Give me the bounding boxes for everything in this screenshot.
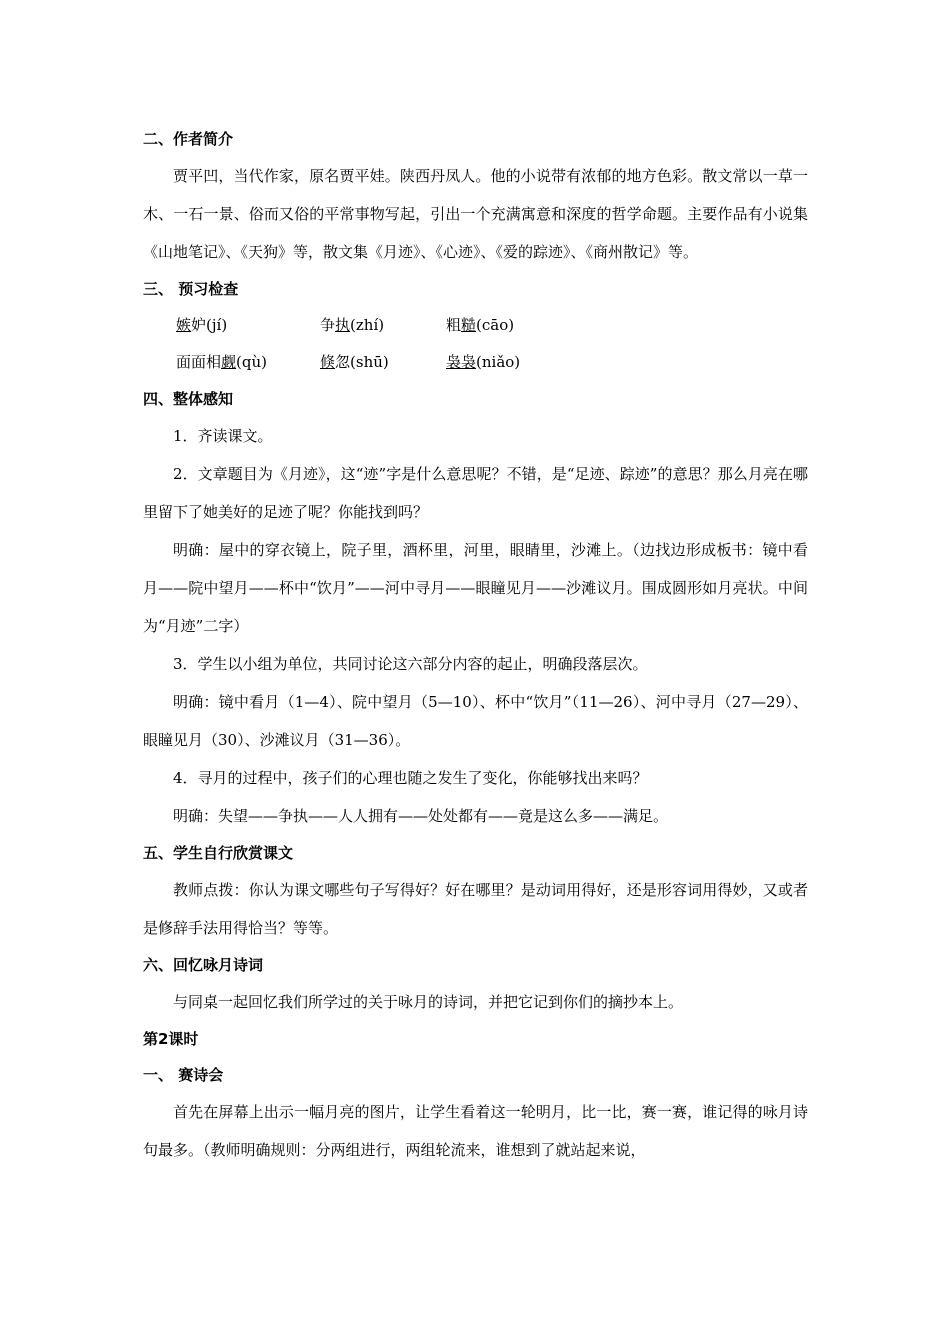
pinyin-item: 袅袅(niǎo) xyxy=(446,353,521,371)
perception-step-4: 4．寻月的过程中，孩子们的心理也随之发生了变化，你能够找出来吗？ xyxy=(173,769,648,787)
moon-poems-paragraph: 与同桌一起回忆我们所学过的关于咏月的诗词，并把它记到你们的摘抄本上。 xyxy=(173,993,684,1011)
heading-self-appreciation: 五、学生自行欣赏课文 xyxy=(143,844,294,862)
heading-preview-check: 三、 预习检查 xyxy=(143,280,239,298)
perception-step-2: 2．文章题目为《月迹》，这“迹”字是什么意思呢？不错，是“足迹、踪迹”的意思？那么月亮在哪里留下了她美好的足迹了呢？你能找到吗？ xyxy=(143,465,808,521)
heading-lesson-2: 第2课时 xyxy=(143,1030,199,1048)
perception-step-1: 1．齐读课文。 xyxy=(173,427,273,445)
pinyin-row-2 xyxy=(143,344,808,381)
perception-answer-2: 明确：镜中看月（1—4）、院中望月（5—10）、杯中“饮月”（11—26）、河中寻月（27—29）、眼瞳见月（30）、沙滩议月（31—36）。 xyxy=(143,693,808,749)
document-body xyxy=(143,121,808,1169)
heading-poetry-contest: 一、 赛诗会 xyxy=(143,1066,224,1084)
perception-answer-3: 明确：失望——争执——人人拥有——处处都有——竟是这么多——满足。 xyxy=(173,807,669,825)
pinyin-item: 争执(zhí) xyxy=(320,316,385,334)
pinyin-item: 嫉妒(jí) xyxy=(176,316,228,334)
appreciation-paragraph: 教师点拨：你认为课文哪些句子写得好？好在哪里？是动词用得好，还是形容词用得妙，又或者是修辞手法用得恰当？等等。 xyxy=(143,881,808,937)
pinyin-item: 倏忽(shū) xyxy=(320,353,389,371)
heading-moon-poems: 六、回忆咏月诗词 xyxy=(143,956,264,974)
pinyin-item: 面面相觑(qù) xyxy=(176,353,267,371)
heading-overall-perception: 四、整体感知 xyxy=(143,390,234,408)
perception-step-3: 3．学生以小组为单位，共同讨论这六部分内容的起止，明确段落层次。 xyxy=(173,655,648,673)
author-intro-paragraph: 贾平凹，当代作家，原名贾平娃。陕西丹凤人。他的小说带有浓郁的地方色彩。散文常以一草一木、一石一景、俗而又俗的平常事物写起，引出一个充满寓意和深度的哲学命题。主要作品有小说集《山地笔记》、《天狗》等，散文集《月迹》、《心迹》、《爱的踪迹》、《商州散记》等。 xyxy=(143,167,808,261)
pinyin-item: 粗糙(cāo) xyxy=(446,316,515,334)
perception-answer-1: 明确：屋中的穿衣镜上，院子里，酒杯里，河里，眼睛里，沙滩上。（边找边形成板书：镜中看月——院中望月——杯中“饮月”——河中寻月——眼瞳见月——沙滩议月。围成圆形如月亮状。中间为“月迹”二字） xyxy=(143,541,808,635)
pinyin-row-1 xyxy=(143,307,808,344)
poetry-contest-paragraph: 首先在屏幕上出示一幅月亮的图片，让学生看着这一轮明月，比一比，赛一赛，谁记得的咏月诗句最多。（教师明确规则：分两组进行，两组轮流来，谁想到了就站起来说， xyxy=(143,1103,808,1159)
heading-author-intro: 二、作者简介 xyxy=(143,130,234,148)
